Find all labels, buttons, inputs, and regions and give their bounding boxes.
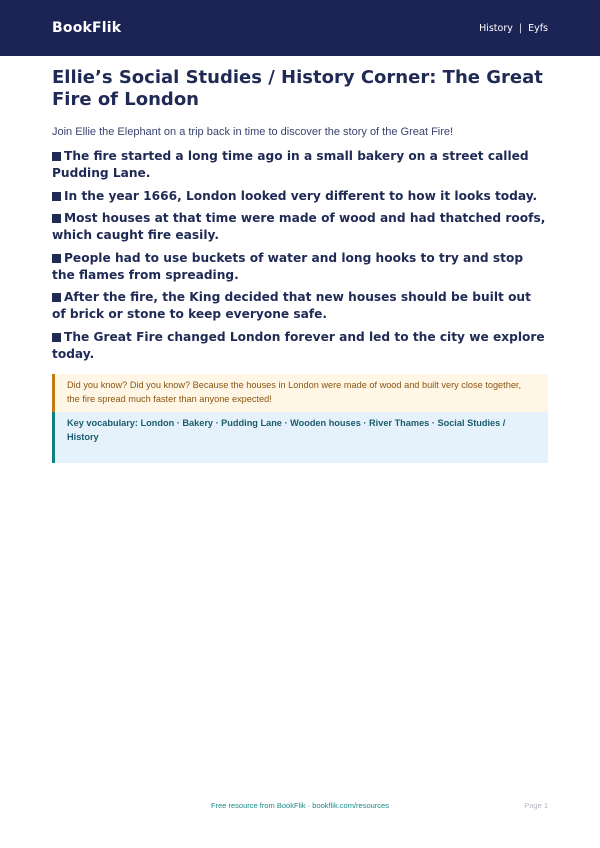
intro-text: Join Ellie the Elephant on a trip back in time to discover the story of the Great Fire! (52, 126, 454, 138)
brand-logo[interactable]: BookFlik (52, 20, 122, 36)
list-item (52, 210, 548, 244)
square-bullet-icon (52, 192, 61, 201)
fact-text: People had to use buckets of water and long hooks to try and stop the flames from spreading. (52, 250, 524, 282)
top-bar (0, 0, 600, 56)
list-item (52, 148, 548, 182)
square-bullet-icon (52, 293, 61, 302)
breadcrumb-separator: | (518, 22, 523, 34)
fact-text: Most houses at that time were made of wood and had thatched roofs, which caught fire easily. (52, 211, 546, 242)
square-bullet-icon (52, 333, 61, 342)
fact-text: The Great Fire changed London forever and led to the city we explore today. (52, 329, 545, 361)
callout-text: Did you know? Did you know? Because the houses in London were made of wood and built very close together, the fire spread much faster than anyone expected! (67, 379, 522, 404)
did-you-know-callout (52, 374, 548, 412)
main-content (0, 67, 600, 463)
breadcrumb-item-eyfs[interactable]: Eyfs (528, 22, 548, 34)
list-item (52, 289, 548, 323)
square-bullet-icon (52, 152, 61, 161)
key-vocabulary-box (52, 412, 548, 463)
fact-text: After the fire, the King decided that new houses should be built out of brick or stone to keep everyone safe. (52, 290, 531, 321)
page-number: Page 1 (524, 801, 548, 810)
square-bullet-icon (52, 254, 61, 263)
footer-credit-link[interactable]: Free resource from BookFlik · bookflik.com/resources (211, 801, 389, 810)
list-item (52, 188, 548, 205)
vocabulary-text: Key vocabulary: London · Bakery · Pudding Lane · Wooden houses · River Thames · Social Studies / History (67, 417, 506, 442)
page-footer (52, 801, 548, 813)
list-item (52, 250, 548, 284)
breadcrumb-item-history[interactable]: History (479, 22, 513, 34)
fact-text: The fire started a long time ago in a small bakery on a street called Pudding Lane. (52, 149, 529, 180)
list-item (52, 329, 548, 363)
page-title: Ellie’s Social Studies / History Corner: The Great Fire of London (52, 67, 543, 110)
breadcrumb (479, 23, 548, 34)
fact-text: In the year 1666, London looked very different to how it looks today. (64, 188, 538, 203)
square-bullet-icon (52, 214, 61, 223)
facts-list (52, 148, 548, 363)
